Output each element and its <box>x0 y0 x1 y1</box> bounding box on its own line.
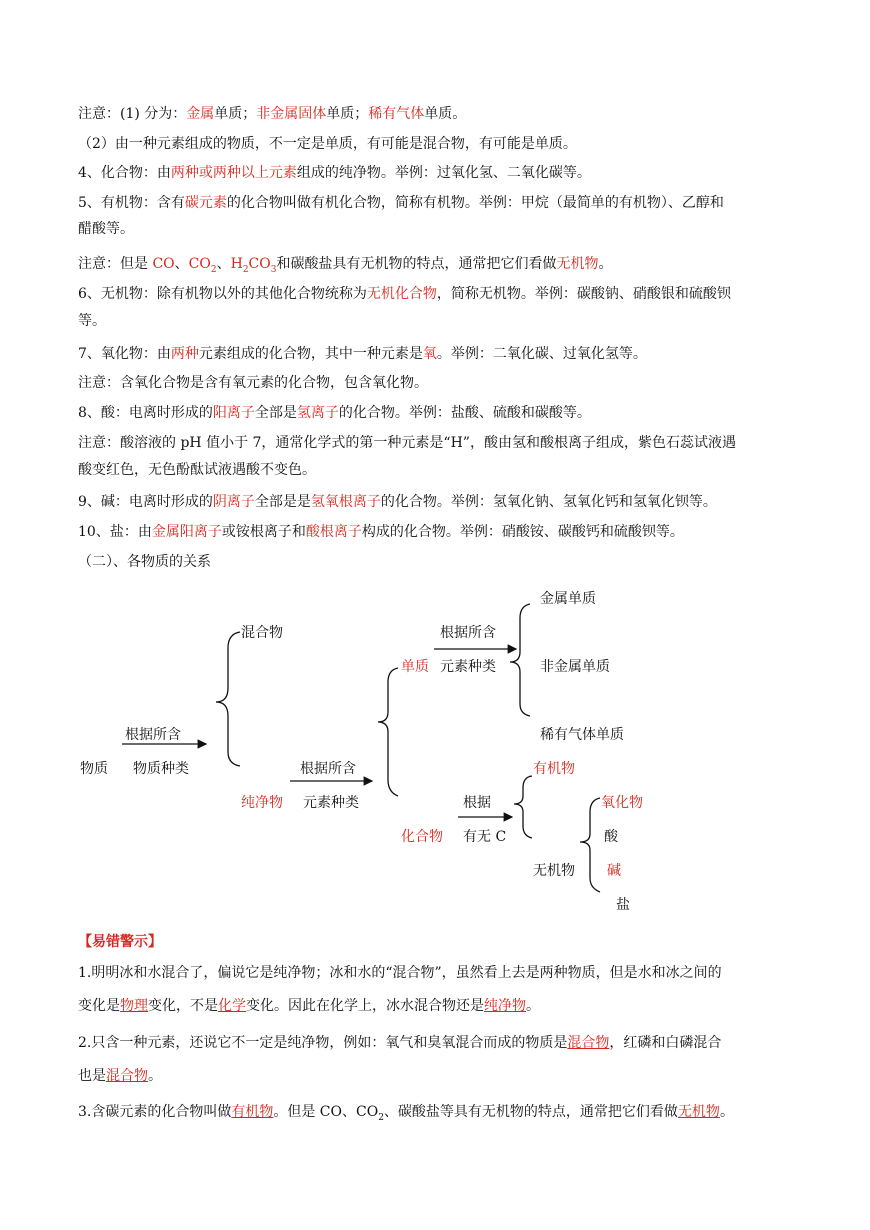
section-relations-heading: （二）、各物质的关系 <box>78 554 211 570</box>
label-oxide: 氧化物 <box>601 795 643 811</box>
warning-1-cont: 变化是物理变化，不是化学变化。因此在化学上，冰水混合物还是纯净物。 <box>78 998 540 1014</box>
label-substance: 物质 <box>80 761 108 777</box>
note-classification: 注意：(1) 分为：金属单质；非金属固体单质；稀有气体单质。 <box>78 106 467 122</box>
label-arrow2-top: 根据所含 <box>300 761 356 777</box>
label-compound: 化合物 <box>401 829 443 845</box>
label-nonmetal-element: 非金属单质 <box>540 659 610 675</box>
warning-title: 【易错警示】 <box>78 934 162 950</box>
label-arrow1-bottom: 物质种类 <box>133 761 189 777</box>
label-according: 根据 <box>463 795 491 811</box>
label-salt: 盐 <box>616 897 630 913</box>
note-acid-cont: 酸变红色，无色酚酞试液遇酸不变色。 <box>78 462 316 478</box>
brace-inorganic <box>580 798 600 892</box>
note-single-element: （2）由一种元素组成的物质，不一定是单质，有可能是混合物，有可能是单质。 <box>78 136 577 152</box>
label-arrow2-bottom: 元素种类 <box>303 795 359 811</box>
note-oxygen-compound: 注意：含氧化合物是含有氧元素的化合物，包含氧化物。 <box>78 375 428 391</box>
warning-1: 1.明明冰和水混合了，偏说它是纯净物；冰和水的“混合物”，虽然看上去是两种物质，但是水和冰之间的 <box>78 965 722 981</box>
brace-compound <box>514 776 532 838</box>
item-salt: 10、盐：由金属阳离子或铵根离子和酸根离子构成的化合物。举例：硝酸铵、碳酸钙和硫酸钡等。 <box>78 524 684 540</box>
warning-2-cont: 也是混合物。 <box>78 1068 162 1084</box>
item-compound: 4、化合物：由两种或两种以上元素组成的纯净物。举例：过氧化氢、二氧化碳等。 <box>78 165 591 181</box>
item-acid: 8、酸：电离时形成的阳离子全部是氢离子的化合物。举例：盐酸、硫酸和碳酸等。 <box>78 405 591 421</box>
label-organic: 有机物 <box>533 761 575 777</box>
item-organic-cont: 醋酸等。 <box>78 221 134 237</box>
item-oxide: 7、氧化物：由两种元素组成的化合物，其中一种元素是氧。举例：二氧化碳、过氧化氢等。 <box>78 346 647 362</box>
item-base: 9、碱：电离时形成的阴离子全部是是氢氧根离子的化合物。举例：氢氧化钠、氢氧化钙和氢氧化钡等。 <box>78 494 717 510</box>
item-organic: 5、有机物：含有碳元素的化合物叫做有机化合物，简称有机物。举例：甲烷（最简单的有机物）、乙醇和 <box>78 195 724 211</box>
label-noble-gas-element: 稀有气体单质 <box>540 727 624 743</box>
label-element: 单质 <box>401 659 429 675</box>
label-has-carbon: 有无 C <box>463 829 507 845</box>
label-mixture: 混合物 <box>241 625 283 641</box>
item-inorganic-cont: 等。 <box>78 313 106 329</box>
warning-3: 3.含碳元素的化合物叫做有机物。但是 CO、$CO_2$、碳酸盐等具有无机物的特点，通常把它们看做无机物。 <box>78 1104 734 1123</box>
note-organic-exception: 注意：但是 CO、$CO_2$、$H_2CO_3$和碳酸盐具有无机物的特点，通常把它们看做无机物。 <box>78 256 613 275</box>
label-metal-element: 金属单质 <box>540 591 596 607</box>
label-inorganic: 无机物 <box>533 863 575 879</box>
label-arrow3-bottom: 元素种类 <box>440 659 496 675</box>
item-inorganic: 6、无机物：除有机物以外的其他化合物统称为无机化合物，简称无机物。举例：碳酸钠、硝酸银和硫酸钡 <box>78 286 731 302</box>
brace-substance <box>216 632 240 766</box>
warning-2: 2.只含一种元素，还说它不一定是纯净物，例如：氧气和臭氧混合而成的物质是混合物，红磷和白磷混合 <box>78 1035 722 1051</box>
label-arrow1-top: 根据所含 <box>125 727 181 743</box>
label-acid: 酸 <box>604 829 618 845</box>
note-acid: 注意：酸溶液的 pH 值小于 7，通常化学式的第一种元素是“H”，酸由氢和酸根离子组成，紫色石蕊试液遇 <box>78 435 736 451</box>
label-arrow3-top: 根据所含 <box>440 625 496 641</box>
label-base: 碱 <box>607 863 621 879</box>
label-pure-substance: 纯净物 <box>241 795 283 811</box>
brace-pure <box>378 668 398 796</box>
brace-element <box>510 604 530 716</box>
